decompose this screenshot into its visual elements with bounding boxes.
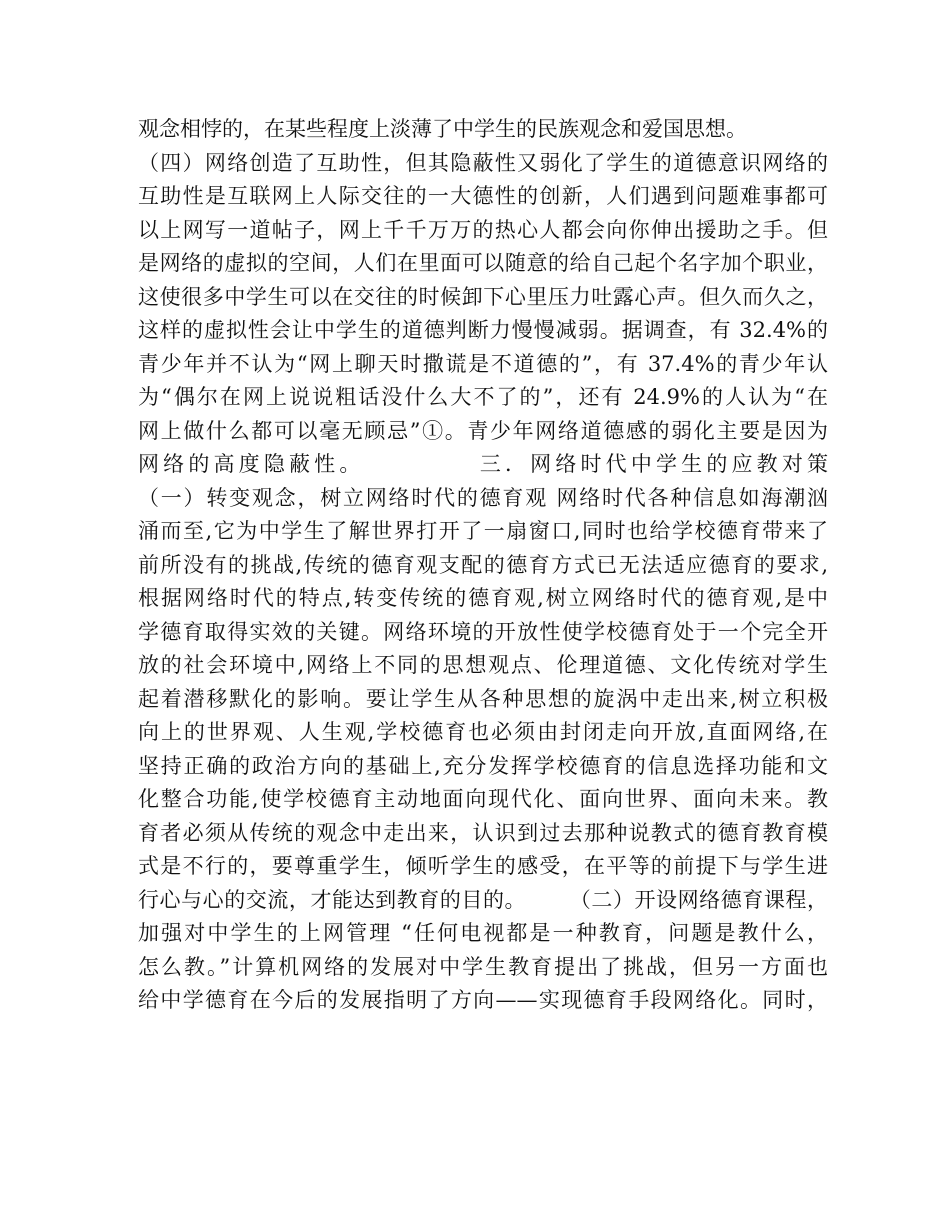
- text-line: 行心与心的交流，才能达到教育的目的。 （二）开设网络德育课程，: [138, 887, 828, 912]
- text-line: （一）转变观念，树立网络时代的德育观 网络时代各种信息如海潮汹: [138, 485, 828, 510]
- text-line: 坚持正确的政治方向的基础上,充分发挥学校德育的信息选择功能和文: [138, 753, 828, 778]
- text-line: 加强对中学生的上网管理 “任何电视都是一种教育，问题是教什么，: [138, 921, 828, 945]
- text-line: 向上的世界观、人生观,学校德育也必须由封闭走向开放,直面网络,在: [138, 720, 828, 744]
- text-line: 青少年并不认为“网上聊天时撒谎是不道德的”，有 37.4%的青少年认: [138, 351, 828, 376]
- text-line: 根据网络时代的特点,转变传统的德育观,树立网络时代的德育观,是中: [138, 586, 828, 610]
- text-line: 前所没有的挑战,传统的德育观支配的德育方式已无法适应德育的要求,: [138, 552, 828, 577]
- text-line: 涌而至,它为中学生了解世界打开了一扇窗口,同时也给学校德育带来了: [138, 519, 828, 543]
- text-line: 网上做什么都可以毫无顾忌”①。青少年网络道德感的弱化主要是因为: [138, 418, 828, 443]
- text-line: 观念相悖的，在某些程度上淡薄了中学生的民族观念和爱国思想。: [138, 117, 747, 141]
- text-line: 互助性是互联网上人际交往的一大德性的创新，人们遇到问题难事都可: [138, 184, 828, 208]
- text-line: 放的社会环境中,网络上不同的思想观点、伦理道德、文化传统对学生: [138, 653, 828, 677]
- text-line: 是网络的虚拟的空间，人们在里面可以随意的给自己起个名字加个职业，: [138, 251, 828, 275]
- text-line: （四）网络创造了互助性，但其隐蔽性又弱化了学生的道德意识网络的: [138, 150, 828, 175]
- text-line: 给中学德育在今后的发展指明了方向——实现德育手段网络化。同时，: [138, 988, 828, 1012]
- text-line: 怎么教。”计算机网络的发展对中学生教育提出了挑战，但另一方面也: [138, 954, 828, 979]
- section-heading-line: 网络的高度隐蔽性。 三．网络时代中学生的应教对策: [138, 452, 828, 476]
- text-line: 为“偶尔在网上说说粗话没什么大不了的”，还有 24.9%的人认为“在: [138, 385, 828, 409]
- text-line: 这样的虚拟性会让中学生的道德判断力慢慢减弱。据调查，有 32.4%的: [138, 318, 828, 342]
- text-line: 化整合功能,使学校德育主动地面向现代化、面向世界、面向未来。教: [138, 787, 828, 811]
- text-line: 以上网写一道帖子，网上千千万万的热心人都会向你伸出援助之手。但: [138, 217, 828, 242]
- text-line: 育者必须从传统的观念中走出来，认识到过去那种说教式的德育教育模: [138, 820, 828, 845]
- text-line: 这使很多中学生可以在交往的时候卸下心里压力吐露心声。但久而久之，: [138, 284, 828, 309]
- text-line: 起着潜移默化的影响。要让学生从各种思想的旋涡中走出来,树立积极: [138, 686, 828, 711]
- body-text: [138, 113, 828, 1018]
- text-line: 式是不行的，要尊重学生，倾听学生的感受，在平等的前提下与学生进: [138, 854, 828, 878]
- text-line: 学德育取得实效的关键。网络环境的开放性使学校德育处于一个完全开: [138, 619, 828, 644]
